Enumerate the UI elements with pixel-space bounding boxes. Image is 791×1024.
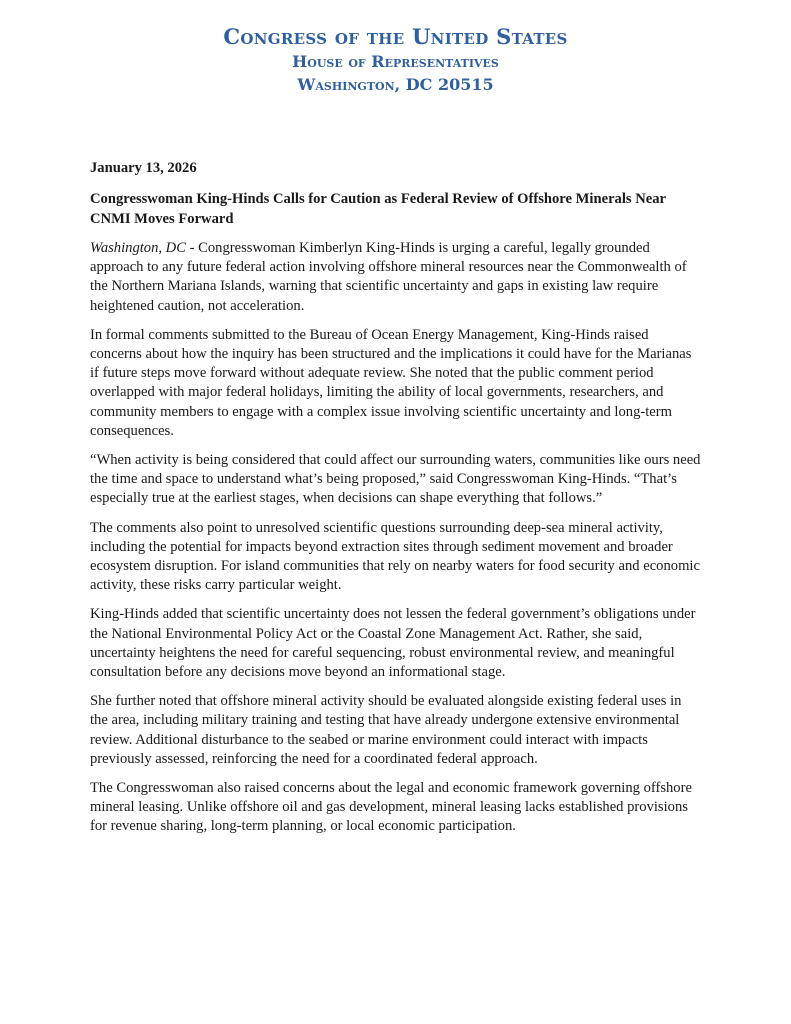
letterhead-chamber: House of Representatives bbox=[292, 52, 499, 71]
release-date: January 13, 2026 bbox=[90, 160, 197, 176]
paragraph-formal-comments: In formal comments submitted to the Bureau of Ocean Energy Management, King-Hinds raised concerns about how the inquiry has been structured and the implications it could have for the Marianas if future steps move forward without adequate review. She noted that the public comment period overlapped with major federal holidays, limiting the ability of local governments, researchers, and community members to engage with a complex issue involving scientific uncertainty and long-term consequences. bbox=[90, 326, 692, 439]
letterhead-title: Congress of the United States bbox=[223, 24, 568, 49]
paragraph-quote: “When activity is being considered that could affect our surrounding waters, communities like ours need the time and space to understand what’s being proposed,” said Congresswoman King-Hinds. “That’s especially true at the earliest stages, when decisions can shape everything that follows.” bbox=[90, 452, 701, 507]
paragraph-leasing-framework: The Congresswoman also raised concerns about the legal and economic framework governing offshore mineral leasing. Unlike offshore oil and gas development, mineral leasing lacks established provisions for revenue sharing, long-term planning, or local economic participation. bbox=[90, 780, 692, 835]
dateline: Washington, DC bbox=[90, 240, 186, 256]
paragraph-legal-obligations: King-Hinds added that scientific uncertainty does not lessen the federal government’s obligations under the National Environmental Policy Act or the Coastal Zone Management Act. Rather, she said, uncertainty heightens the need for careful sequencing, robust environmental review, and meaningful consultation before any decisions move beyond an informational stage. bbox=[90, 606, 696, 681]
press-release-body bbox=[90, 159, 702, 847]
letterhead bbox=[0, 24, 791, 96]
paragraph-federal-uses: She further noted that offshore mineral activity should be evaluated alongside existing federal uses in the area, including military training and testing that have already undergone extensive environmental review. Additional disturbance to the seabed or marine environment could interact with impacts previously assessed, reinforcing the need for a coordinated federal approach. bbox=[90, 693, 682, 767]
release-headline: Congresswoman King-Hinds Calls for Caution as Federal Review of Offshore Minerals Near CNMI Moves Forward bbox=[90, 191, 666, 227]
paragraph-scientific-questions: The comments also point to unresolved scientific questions surrounding deep-sea mineral activity, including the potential for impacts beyond extraction sites through sediment movement and broader ecosystem disruption. For island communities that rely on nearby waters for food security and economic activity, these risks carry particular weight. bbox=[90, 519, 700, 594]
lead-paragraph bbox=[90, 239, 702, 316]
letterhead-address: Washington, DC 20515 bbox=[297, 75, 494, 94]
lead-paragraph-text: - Congresswoman Kimberlyn King-Hinds is urging a careful, legally grounded approach to any future federal action involving offshore mineral resources near the Commonwealth of the Northern Mariana Islands, warning that scientific uncertainty and gaps in existing law require heightened caution, not acceleration. bbox=[90, 240, 687, 314]
